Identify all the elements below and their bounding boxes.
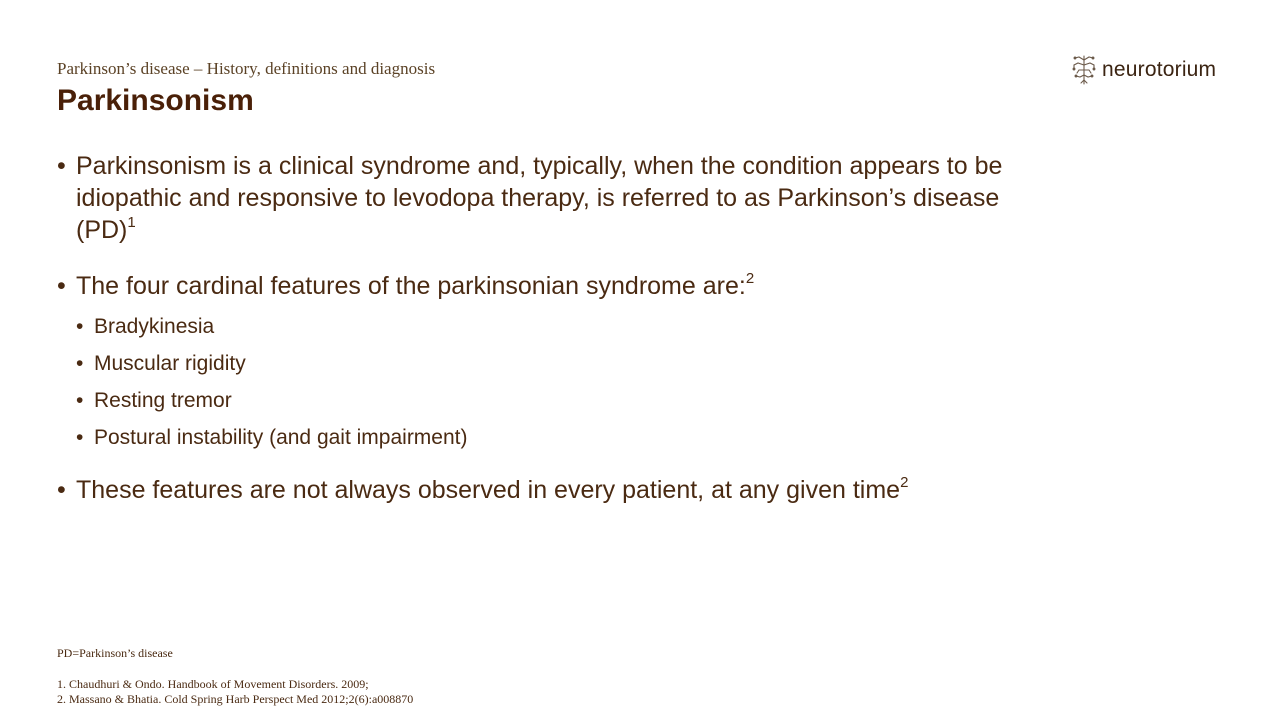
bullet-list xyxy=(57,150,1017,506)
brain-tree-icon xyxy=(1071,54,1097,86)
sub-bullet-text: Bradykinesia xyxy=(94,315,215,338)
reference-marker: 2 xyxy=(745,269,755,287)
bullet-text: Parkinsonism is a clinical syndrome and, typically, when the condition appears to be idiopathic and responsive to levodopa therapy, is referred to as Parkinson’s disease (PD) xyxy=(76,152,1003,244)
slide-title: Parkinsonism xyxy=(57,84,254,117)
reference-marker: 1 xyxy=(127,213,136,231)
sub-bullet-text: Postural instability (and gait impairment) xyxy=(94,426,468,449)
abbreviation-note: PD=Parkinson’s disease xyxy=(57,646,173,660)
bullet-item xyxy=(57,150,1017,246)
reference-item: 2. Massano & Bhatia. Cold Spring Harb Perspect Med 2012;2(6):a008870 xyxy=(57,692,414,706)
bullet-dot: • xyxy=(76,389,84,412)
bullet-dot: • xyxy=(76,426,84,449)
bullet-text: The four cardinal features of the parkinsonian syndrome are: xyxy=(76,272,746,300)
sub-bullet-text: Resting tremor xyxy=(94,389,232,412)
references xyxy=(57,677,413,707)
bullet-dot: • xyxy=(76,352,84,375)
logo-wordmark: neurotorium xyxy=(1102,58,1217,81)
bullet-dot: • xyxy=(57,476,66,504)
reference-item: 1. Chaudhuri & Ondo. Handbook of Movement Disorders. 2009; xyxy=(57,677,369,691)
bullet-item xyxy=(57,270,1017,302)
bullet-dot: • xyxy=(57,152,66,180)
sub-bullet-item xyxy=(76,345,1017,382)
sub-bullet-list xyxy=(57,308,1017,456)
sub-bullet-item xyxy=(76,308,1017,345)
bullet-item xyxy=(57,474,1017,506)
sub-bullet-item xyxy=(76,382,1017,419)
bullet-dot: • xyxy=(76,315,84,338)
sub-bullet-item xyxy=(76,419,1017,456)
reference-marker: 2 xyxy=(900,473,909,491)
bullet-dot: • xyxy=(57,272,66,300)
bullet-text: These features are not always observed in every patient, at any given time xyxy=(76,476,901,504)
sub-bullet-text: Muscular rigidity xyxy=(94,352,246,375)
slide-subtitle: Parkinson’s disease – History, definitions and diagnosis xyxy=(57,59,436,78)
neurotorium-logo xyxy=(1071,54,1216,86)
